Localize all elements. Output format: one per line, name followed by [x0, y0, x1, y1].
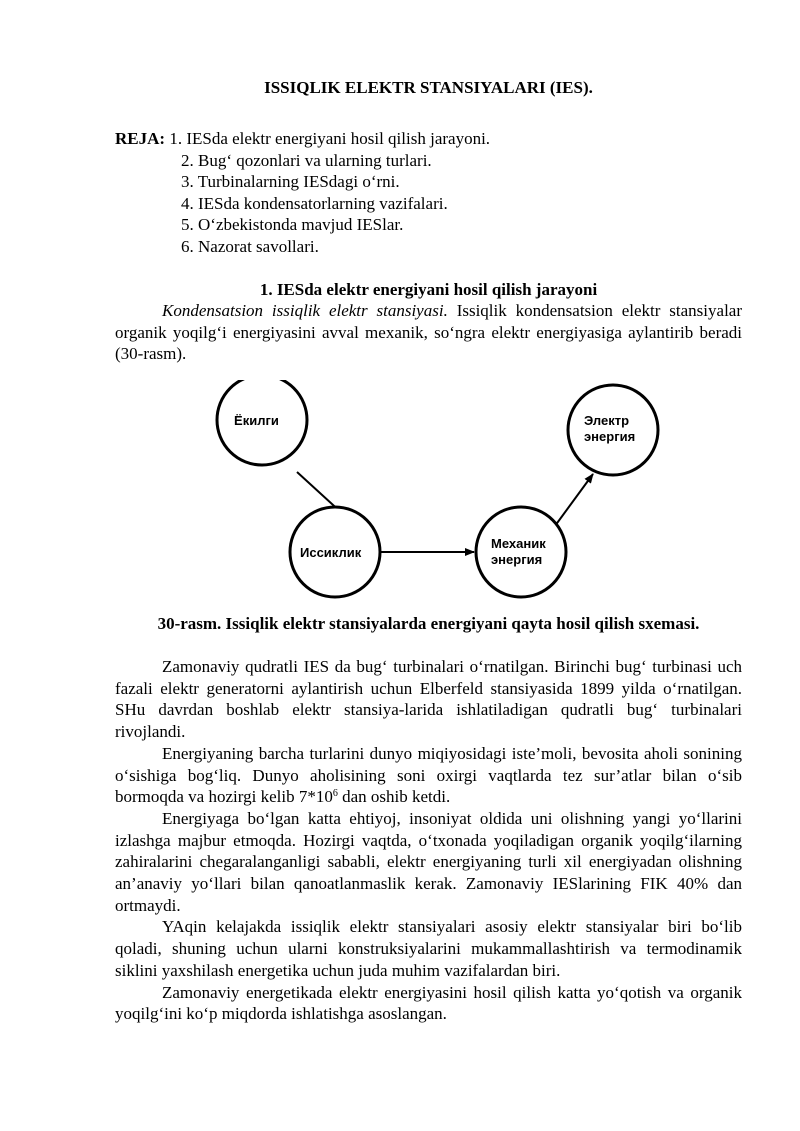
plan-item-6: 6. Nazorat savollari. [181, 236, 319, 256]
section-intro-paragraph [115, 300, 742, 365]
paragraph-2 [115, 743, 742, 808]
intro-text: Issiqlik kondensatsion elektr stansiyalar organik yoqilg‘i energiyasini avval mexanik, so‘ngra elektr energiyasiga aylantirib beradi (30-rasm). [115, 301, 742, 364]
intro-italic: Kondensatsion issiqlik elektr stansiyasi. [162, 301, 448, 320]
plan-item-4: 4. IESda kondensatorlarning vazifalari. [181, 193, 448, 213]
node-elec-label-2: энергия [584, 429, 636, 444]
paragraph-5: Zamonaviy energetikada elektr energiyasini hosil qilish katta yo‘qotish va organik yoqilg‘ini ko‘p miqdorda ishlatishga asoslangan. [115, 982, 742, 1024]
paragraph-2-superscript: 6 [332, 788, 338, 800]
node-mech-label-1: Механик [491, 536, 546, 551]
paragraph-4: YAqin kelajakda issiqlik elektr stansiyalari asosiy elektr stansiyalar biri bo‘lib qoladi, shuning uchun ularni konstruksiyalarini mukammallashtirish va termodinamik siklini yaxshilash energetika uchun juda muhim vazifalardan biri. [115, 917, 742, 980]
section-heading: 1. IESda elektr energiyani hosil qilish jarayoni [259, 280, 598, 299]
plan-item [115, 128, 742, 150]
energy-conversion-diagram [215, 380, 660, 608]
paragraph-2-tail: dan oshib ketdi. [337, 787, 451, 807]
paragraph-1: Zamonaviy qudratli IES da bug‘ turbinalari o‘rnatilgan. Birinchi bug‘ turbinasi uch fazali elektr generatorni aylantirish uchun Elberfeld stansiyasida 1899 yilda o‘rnatilgan. SHu davrdan boshlab elektr stansiya-larida ishlatiladigan qudratli bug‘ turbinalari rivojlandi. [115, 657, 742, 742]
document-title: ISSIQLIK ELEKTR STANSIYALARI (IES). [264, 78, 593, 97]
plan-item-5: 5. O‘zbekistonda mavjud IESlar. [181, 215, 404, 234]
node-elec-label-1: Электр [584, 413, 630, 428]
diagram-svg [215, 380, 660, 608]
plan-item-1: 1. IESda elektr energiyani hosil qilish jarayoni. [169, 129, 491, 148]
paragraph-3: Energiyaga bo‘lgan katta ehtiyoj, insoniyat oldida uni olishning yangi yo‘llarini izlashga majbur etmoqda. Hozirgi vaqtda, o‘txonada yoqiladigan organik yoqilg‘ilarning zahiralarini chegaralanganligi sababli, elektr energiyaning turli xil energiyadan olishning an’anaviy yo‘llari bilan qanoatlanmaslik kerak. Zamonaviy IESlarining FIK 40% dan ortmaydi. [115, 808, 742, 915]
plan-list [115, 128, 742, 257]
arrow-mech-to-elec [552, 474, 593, 530]
node-fuel-label: Ёкилги [234, 413, 279, 428]
figure-caption: 30-rasm. Issiqlik elektr stansiyalarda energiyani qayta hosil qilish sxemasi. [157, 614, 700, 633]
plan-item-3: 3. Turbinalarning IESdagi o‘rni. [181, 172, 400, 191]
body-text [115, 656, 742, 1025]
plan-label: REJA: [115, 129, 166, 148]
node-mech-label-2: энергия [491, 552, 543, 567]
paragraph-2-text: Energiyaning barcha turlarini dunyo miqiyosidagi iste’moli, bevosita aholi sonining o‘sishiga bog‘liq. Dunyo aholisining soni oxirgi vaqtlarda tez sur’atlar bilan o‘sib bormoqda va hozirgi kelib 7*10 [115, 743, 742, 807]
plan-item-2: 2. Bug‘ qozonlari va ularning turlari. [181, 150, 432, 170]
node-heat-label: Иссиклик [300, 545, 362, 560]
